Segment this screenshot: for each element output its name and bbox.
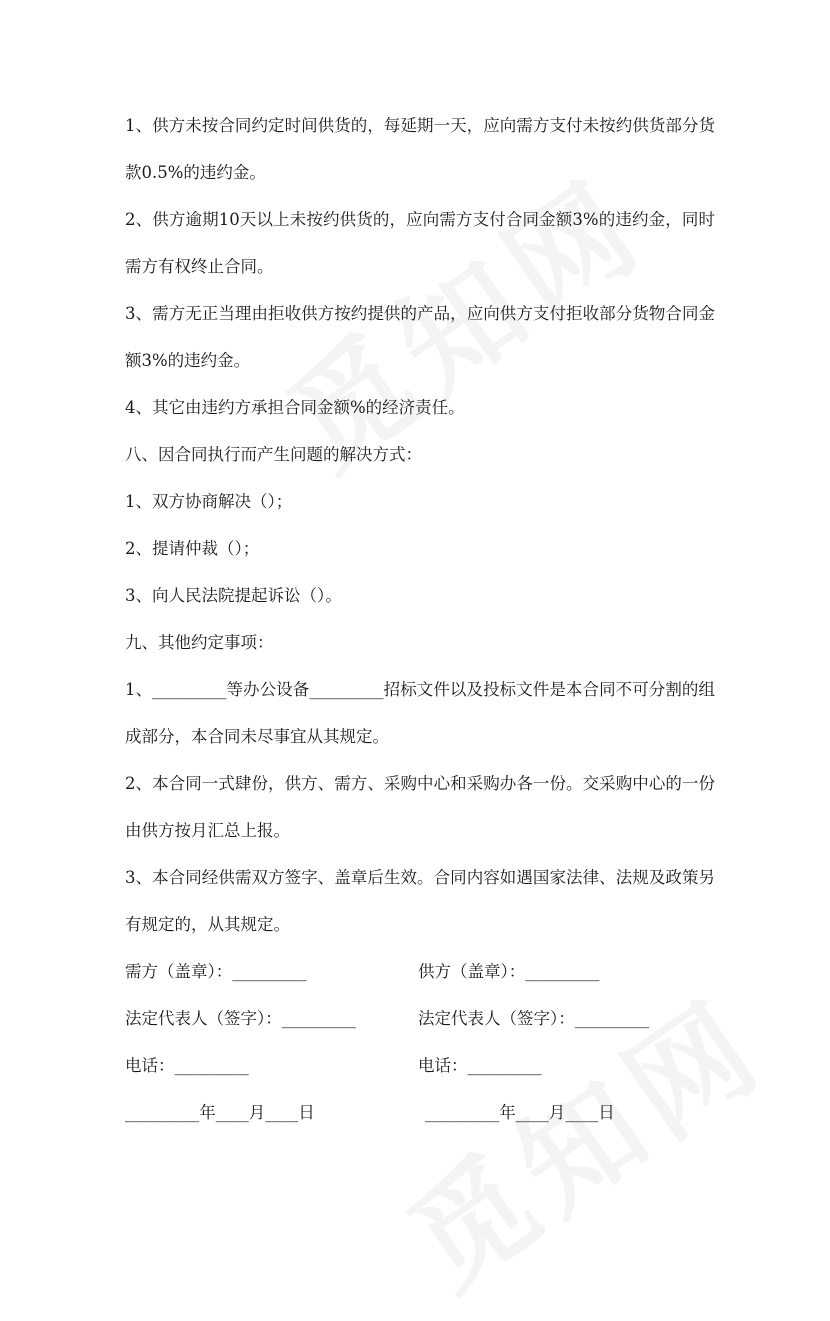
buyer-representative-field: 法定代表人（签字）：_________ [125, 1009, 356, 1028]
seller-date-field: _________年____月____日 [425, 1103, 615, 1122]
dispute-option-litigation: 3、向人民法院提起诉讼（）。 [125, 586, 342, 605]
clause-penalty-overdue: 2、供方逾期10天以上未按约供货的，应向需方支付合同金额3%的违约金，同时需方有权终止合同。 [125, 210, 715, 276]
clause-effectiveness: 3、本合同经供需双方签字、盖章后生效。合同内容如遇国家法律、法规及政策另有规定的，从其规定。 [125, 868, 715, 934]
signature-row-representative [125, 995, 715, 1042]
buyer-date-field: _________年____月____日 [125, 1103, 315, 1122]
contract-body [125, 102, 715, 1136]
signature-row-phone [125, 1042, 715, 1089]
clause-copies: 2、本合同一式肆份，供方、需方、采购中心和采购办各一份。交采购中心的一份由供方按月汇总上报。 [125, 774, 715, 840]
signature-row-date [125, 1089, 715, 1136]
seller-seal-field: 供方（盖章）：_________ [418, 962, 600, 981]
clause-penalty-rejection: 3、需方无正当理由拒收供方按约提供的产品，应向供方支付拒收部分货物合同金额3%的违约金。 [125, 304, 715, 370]
buyer-phone-field: 电话：_________ [125, 1056, 249, 1075]
dispute-option-arbitration: 2、提请仲裁（）； [125, 539, 260, 558]
signature-row-seal [125, 948, 715, 995]
seller-representative-field: 法定代表人（签字）：_________ [418, 1009, 649, 1028]
clause-tender-documents: 1、_________等办公设备_________招标文件以及投标文件是本合同不可分割的组成部分，本合同未尽事宜从其规定。 [125, 680, 715, 746]
section-heading-dispute: 八、因合同执行而产生问题的解决方式： [125, 445, 422, 464]
buyer-seal-field: 需方（盖章）：_________ [125, 962, 307, 981]
dispute-option-negotiation: 1、双方协商解决（）； [125, 492, 293, 511]
seller-phone-field: 电话：_________ [418, 1056, 542, 1075]
clause-other-liability: 4、其它由违约方承担合同金额%的经济责任。 [125, 398, 465, 417]
clause-penalty-delay: 1、供方未按合同约定时间供货的，每延期一天，应向需方支付未按约供货部分货款0.5%的违约金。 [125, 116, 715, 182]
section-heading-other: 九、其他约定事项： [125, 633, 274, 652]
